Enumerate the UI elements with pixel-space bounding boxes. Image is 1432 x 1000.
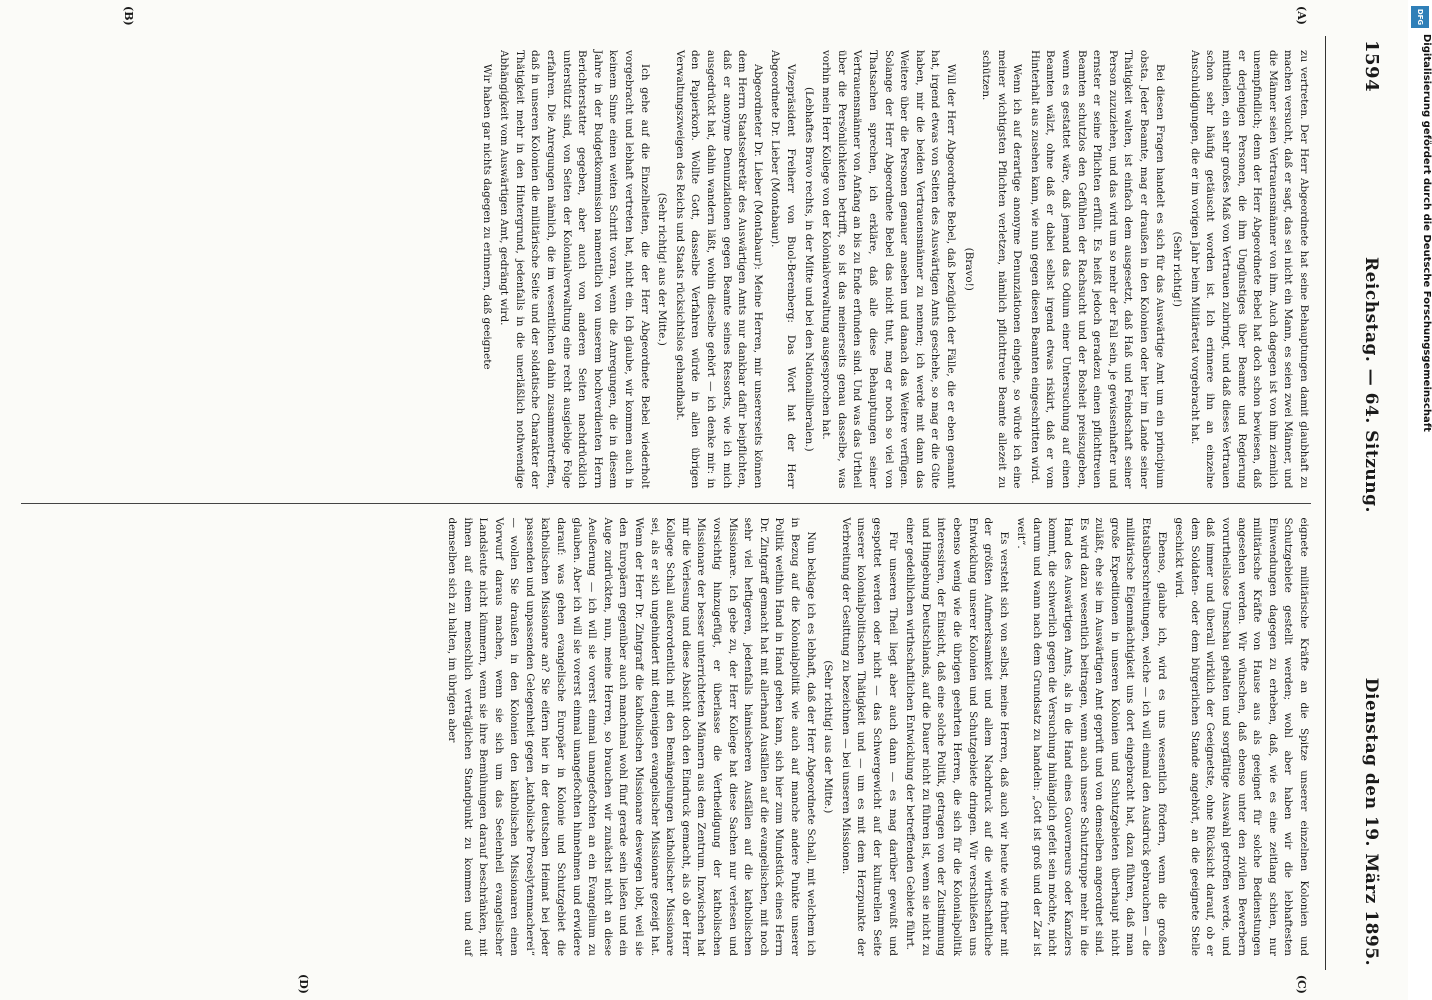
paragraph: Abgeordneter Dr. Lieber (Montabaur): Meine Herren, mir unsererseits können dem Herrn Staatssekretär des Auswärtigen Amts nur dankbar dafür beipflichten, daß er anonyme Denunziationen gegen Beamte seines Ressorts, wie ich mich ausgedrückt hat, dahin wandern läßt, wohin dieselbe gehört — ich denke mir: in den Papierkorb. Wollte Gott, dasselbe Verfahren würde in allen übrigen Verwaltungszweigen des Reichs und Staats rücksichtslos gehandhabt. bbox=[673, 50, 764, 489]
paragraph: Vizepräsident Freiherr von Buol-Berenberg: Das Wort hat der Herr Abgeordnete Dr. Lieber (Montabaur). bbox=[769, 50, 797, 489]
paragraph: zu vertreten. Der Herr Abgeordnete hat seine Behauptungen damit glaubhaft zu machen versucht, daß er sagt, das sei nicht ein Mann, es seien zwei Männer, und die Männer seien Vertrauensmänner von ihm. Auch dagegen ist von ihm ziemlich unempfindlich; denn der Herr Abgeordnete Bebel hat doch schon bewiesen, daß er derjenigen Personen, die ihm Ungünstiges über Beamte und Regierung mittheilen, ein sehr großes Maß von Vertrauen zubringt, und daß dieses Vertrauen schon sehr häufig getäuscht worden ist. Ich erinnere ihn an einzelne Anschuldigungen, die er im vorigen Jahr beim Militäretat vorgebracht hat. bbox=[1188, 50, 1310, 489]
session-title: Reichstag. — 64. Sitzung. bbox=[1361, 256, 1381, 513]
paragraph: eignete militärische Kräfte an die Spitze unserer einzelnen Kolonien und Schutzgebiete gestellt werden; wohl aber haben wir die lebhaftesten Einwendungen dagegen zu erheben, daß, wie es eine zeitlang schien, nur militärische Kräfte von Hause aus als geeignet für solche Bedienstungen angesehen werden. Wir wünschen, daß ebenso unter den zivilen Bewerbern vorurtheilslose Umschau gehalten und sorgfältige Auswahl getroffen werde, und daß immer und überall wirklich der Geeignetste, ohne Rücksicht darauf, ob er dem Soldaten- oder dem bürgerlichen Stande angehört, an die geeignete Stelle geschickt wird. bbox=[1173, 517, 1310, 956]
page-number: 1594 bbox=[1361, 40, 1382, 93]
dfg-logo-text: DFG bbox=[1416, 8, 1424, 26]
margin-marker-a: (A) bbox=[1295, 6, 1308, 25]
paragraph: Ich gehe auf die Einzelheiten, die der Herr Abgeordnete Bebel wiederholt vorgebracht und lebhaft vertreten hat, nicht ein. Ich glaube, wir kommen auch in keinem Sinne einen weiten Schritt voran, wenn die Anregungen, die in diesem Jahre in der Budgetkommission namentlich von unserem hochverdienten Herrn Berichterstatter gegeben, aber auch von anderen Seiten nachdrücklich unterstützt sind, von Seiten der Kolonialverwaltung eine recht ausgiebige Folge erfahren. Die Anregungen nämlich, die im wesentlichen dahin zusammentreffen, daß in unseren Kolonien die militärische Seite und der soldatische Charakter der Thätigkeit mehr in den Hintergrund, jedenfalls in die unerläßlich nothwendige Abhängigkeit vom Auswärtigen Amt, gedrängt wird. bbox=[498, 50, 651, 489]
page-header bbox=[1325, 36, 1382, 970]
paragraph: Es versteht sich von selbst, meine Herren, daß auch wir heute wie früher mit der größten Aufmerksamkeit und allem Nachdruck auf die wirthschaftliche Entwicklung unserer Kolonien und Schutzgebiete dringen. Wir verschließen uns ebenso wenig wie die übrigen geehrten Herren, die sich für die Kolonialpolitik interessiren, der Einsicht, daß eine solche Politik, getragen von der Zustimmung und Hingebung Deutschlands, auf die Dauer nicht zu führen ist, wenn sie nicht zu einer gedeihlichen wirthschaftlichen Entwicklung der betreffenden Gebiete führt. bbox=[904, 517, 1010, 956]
margin-marker-d: (D) bbox=[297, 974, 310, 994]
left-column bbox=[21, 6, 1311, 503]
paragraph: Wenn ich auf derartige anonyme Denunziationen eingehe, so würde ich eine meiner wichtigsten Pflichten verletzen, nämlich pflichttreue Beamte allezeit zu schützen. bbox=[980, 50, 1024, 489]
paragraph: Bei diesen Fragen handelt es sich für das Auswärtige Amt um ein principium obsta. Jeder Beamte, mag er draußen in den Kolonien oder hier im Lande seiner Thätigkeit walten, ist einfach dem ausgesetzt, daß Haß und Feindschaft seiner Person zuzuziehen, und das wird um so mehr der Fall sein, je gewissenhafter und ernster er seine Pflichten erfüllt. Es heißt jedoch geradezu einen pflichttreuen Beamten schutzlos den Gefühlen der Rachsucht und der Bosheit preiszugeben, wenn es gestattet wäre, daß jemand das Odium einer Untersuchung auf einen Beamten wälzt, ohne daß er dabei selbst irgend etwas riskirt, daß er vom Hinterhalt aus zusehen kann, wie nun gegen diesen Beamten eingeschritten wird. bbox=[1028, 50, 1166, 489]
paragraph: Will der Herr Abgeordnete Bebel, daß bezüglich der Fälle, die er eben genannt hat, irgend etwas von Seiten des Auswärtigen Amts geschehe, so mag er die Güte haben, mir die beiden Vertrauensmänner zu nennen; ich werde mit dann das Weitere über die Personen genauer ansehen und danach das Weitere verfügen. Solange der Herr Abgeordnete Bebel das nicht thut, mag er noch so viel von Thatsachen sprechen, ich erkläre, daß alle diese Behauptungen seiner Vertrauensmänner von Anfang an bis zu Ende erfunden sind. Und was das Urtheil über die Persönlichkeiten betrifft, so ist das meinerseits genau dasselbe, was vorhin mein Herr Kollege von der Kolonialverwaltung ausgesprochen hat. bbox=[820, 50, 957, 489]
margin-marker-c: (C) bbox=[1295, 974, 1308, 994]
paragraph: Wir haben gar nichts dagegen zu erinnern, daß geeignete bbox=[480, 64, 493, 370]
interjection: (Bravo!) bbox=[962, 247, 975, 291]
interjection: (Sehr richtig! aus der Mitte.) bbox=[656, 192, 669, 346]
paragraph: Nun beklage ich es lebhaft, daß der Herr Abgeordnete Schall, mit welchem ich in Bezug auf die Kolonialpolitik wie auch auf manche andere Punkte unserer Politik weithin Hand in Hand gehen kann, sich hier zum Mundstück eines Herrn Dr. Zintgraff gemacht hat mit allerhand Ausfällen auf die evangelischen, mit noch sehr viel heftigeren, jedenfalls hämischeren Ausfällen auf die katholischen Missionare. Ich gebe zu, der Herr Kollege hat diese Sachen nur verlesen und vorsichtig hinzugefügt, er überlasse die Vertheidigung der katholischen Missionare der besser unterrichteten Männern aus dem Zentrum. Inzwischen hat mir die Verlesung und diese Absicht doch den Eindruck gemacht, als ob der Herr Kollege Schall außerordentlich mit den Bemängelungen katholischer Missionare sei, als er sich ungehindert mit denjenigen evangelischer Missionare gezeigt hat. Wenn der Herr Dr. Zintgraff die katholischen Missionare deswegen lobt, weil sie den Europäern gegenüber auch manchmal wohl fünf gerade sein ließen und ein Auge zudrückten, nun, meine Herren, so brauchen wir zunächst nicht an diese Aeußerung — ich will sie vorerst einmal unangefochten an ein Evangelium zu glauben. Aber ich will sie vorerst einmal unangefochten hinnehmen und erwidere darauf: was gehen evangelische Europäer in Kolonie und Schutzgebiet die katholischen Missionare an? Sie eifern hier in der deutschen Heimat bei jeder passenden und unpassenden Gelegenheit gegen „katholische Proselytenmacherei“ — wollen Sie draußen in den Kolonien den katholischen Missionaren einen Vorwurf daraus machen, wenn sie sich um das Seelenheil evangelischer Landsleute nicht kümmern, wenn sie ihre Bemühungen darauf beschränken, mit ihnen auf einem menschlich verträglichen Standpunkt zu kommen und auf demselben sich zu halten, im übrigen aber bbox=[445, 517, 817, 956]
attribution-text: Digitalisierung gefördert durch die Deutsche Forschungsgemeinschaft bbox=[1421, 34, 1432, 432]
right-column bbox=[21, 503, 1311, 994]
session-date: Dienstag den 19. März 1895. bbox=[1361, 677, 1381, 966]
interjection: (Sehr richtig! aus der Mitte.) bbox=[822, 660, 835, 814]
interjection: (Sehr richtig!) bbox=[1171, 231, 1184, 307]
margin-marker-b: (B) bbox=[122, 6, 135, 26]
text-columns bbox=[21, 6, 1311, 994]
dfg-logo-icon bbox=[1411, 6, 1429, 28]
interjection: (Lebhaftes Bravo rechts, in der Mitte und bei den Nationalliberalen.) bbox=[802, 86, 815, 452]
paragraph: Für unseren Theil liegt aber auch dann — es mag darüber gewußt und gespottet werden oder nicht — das Schwergewicht auf der kulturellen Seite unserer kolonialpolitischen Thätigkeit und — um es mit dem Herzpunkte der Verbreitung der Gesittung zu bezeichnen — bei unseren Missionen. bbox=[839, 517, 899, 956]
digitization-attribution bbox=[1408, 0, 1432, 1000]
paragraph: Ebenso, glaube ich, wird es uns wesentlich fördern, wenn die großen Etatsüberschreitungen, welche — ich will einmal den Ausdruck gebrauchen — die militärische Eigenmächtigkeit uns dort eingebracht hat, dazu führen, daß man große Expeditionen in unseren Kolonien und Schutzgebieten überhaupt nicht zuläßt, ehe sie im Auswärtigen Amt geprüft und von demselben angeordnet sind. Es wird dazu wesentlich beitragen, wenn auch unsere Schutztruppe mehr in die Hand des Auswärtigen Amts, als in die Hand eines Gouverneurs oder Kanzlers kommt, die schwerlich gegen die Versuchung hinlänglich gefeit sein möchte, nicht darum und wann nach dem Grundsatz zu handeln: „Gott ist groß und der Zar ist weit“. bbox=[1015, 517, 1168, 956]
